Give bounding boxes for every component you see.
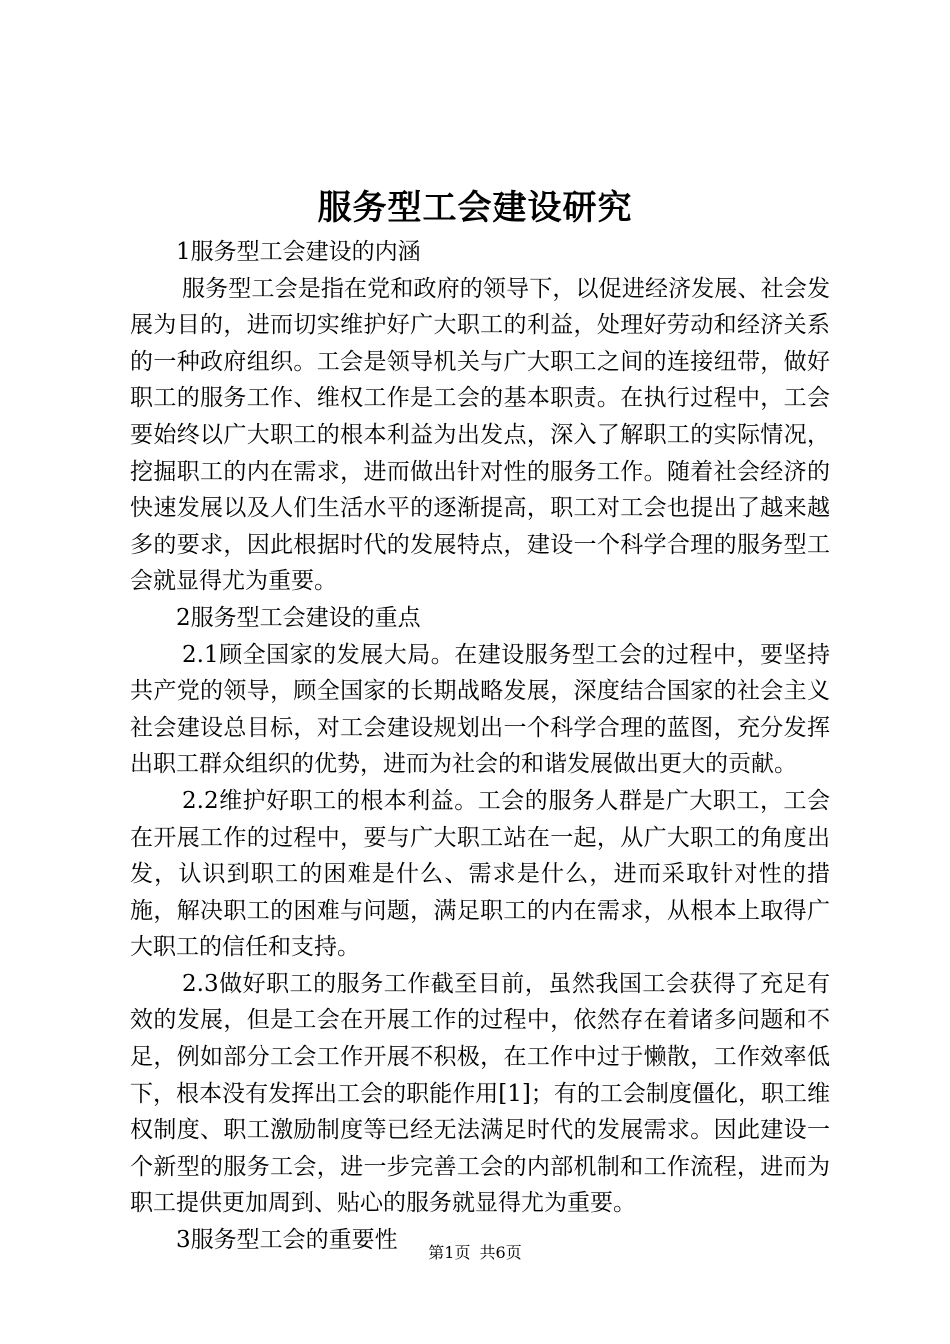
- section-2-paragraph-2: 2.2维护好职工的根本利益。工会的服务人群是广大职工，工会在开展工作的过程中，要与广大职工站在一起，从广大职工的角度出发，认识到职工的困难是什么、需求是什么，进而采取针对性的措施，解决职工的困难与问题，满足职工的内在需求，从根本上取得广大职工的信任和支持。: [130, 787, 830, 961]
- page-number: 第1页: [428, 1243, 471, 1262]
- document-title: 服务型工会建设研究: [317, 188, 633, 228]
- section-2-paragraph-3: 2.3做好职工的服务工作截至目前，虽然我国工会获得了充足有效的发展，但是工会在开展工作的过程中，依然存在着诸多问题和不足，例如部分工会工作开展不积极，在工作中过于懒散，工作效率低下，根本没有发挥出工会的职能作用[1]；有的工会制度僵化，职工维权制度、职工激励制度等已经无法满足时代的发展需求。因此建设一个新型的服务工会，进一步完善工会的内部机制和工作流程，进而为职工提供更加周到、贴心的服务就显得尤为重要。: [130, 970, 830, 1217]
- section-1-paragraph-1: 服务型工会是指在党和政府的领导下，以促进经济发展、社会发展为目的，进而切实维护好广大职工的利益，处理好劳动和经济关系的一种政府组织。工会是领导机关与广大职工之间的连接纽带，做好职工的服务工作、维权工作是工会的基本职责。在执行过程中，工会要始终以广大职工的根本利益为出发点，深入了解职工的实际情况，挖掘职工的内在需求，进而做出针对性的服务工作。随着社会经济的快速发展以及人们生活水平的逐渐提高，职工对工会也提出了越来越多的要求，因此根据时代的发展特点，建设一个科学合理的服务型工会就显得尤为重要。: [130, 275, 830, 595]
- page-total: 共6页: [479, 1243, 522, 1262]
- document-body: [130, 234, 830, 1259]
- section-2-paragraph-1: 2.1顾全国家的发展大局。在建设服务型工会的过程中，要坚持共产党的领导，顾全国家的长期战略发展，深度结合国家的社会主义社会建设总目标，对工会建设规划出一个科学合理的蓝图，充分发挥出职工群众组织的优势，进而为社会的和谐发展做出更大的贡献。: [130, 641, 830, 778]
- section-3-heading: 3服务型工会的重要性: [176, 1227, 398, 1254]
- section-2-heading: 2服务型工会建设的重点: [176, 604, 421, 631]
- page-footer: [0, 1242, 950, 1264]
- section-1-heading: 1服务型工会建设的内涵: [176, 239, 421, 265]
